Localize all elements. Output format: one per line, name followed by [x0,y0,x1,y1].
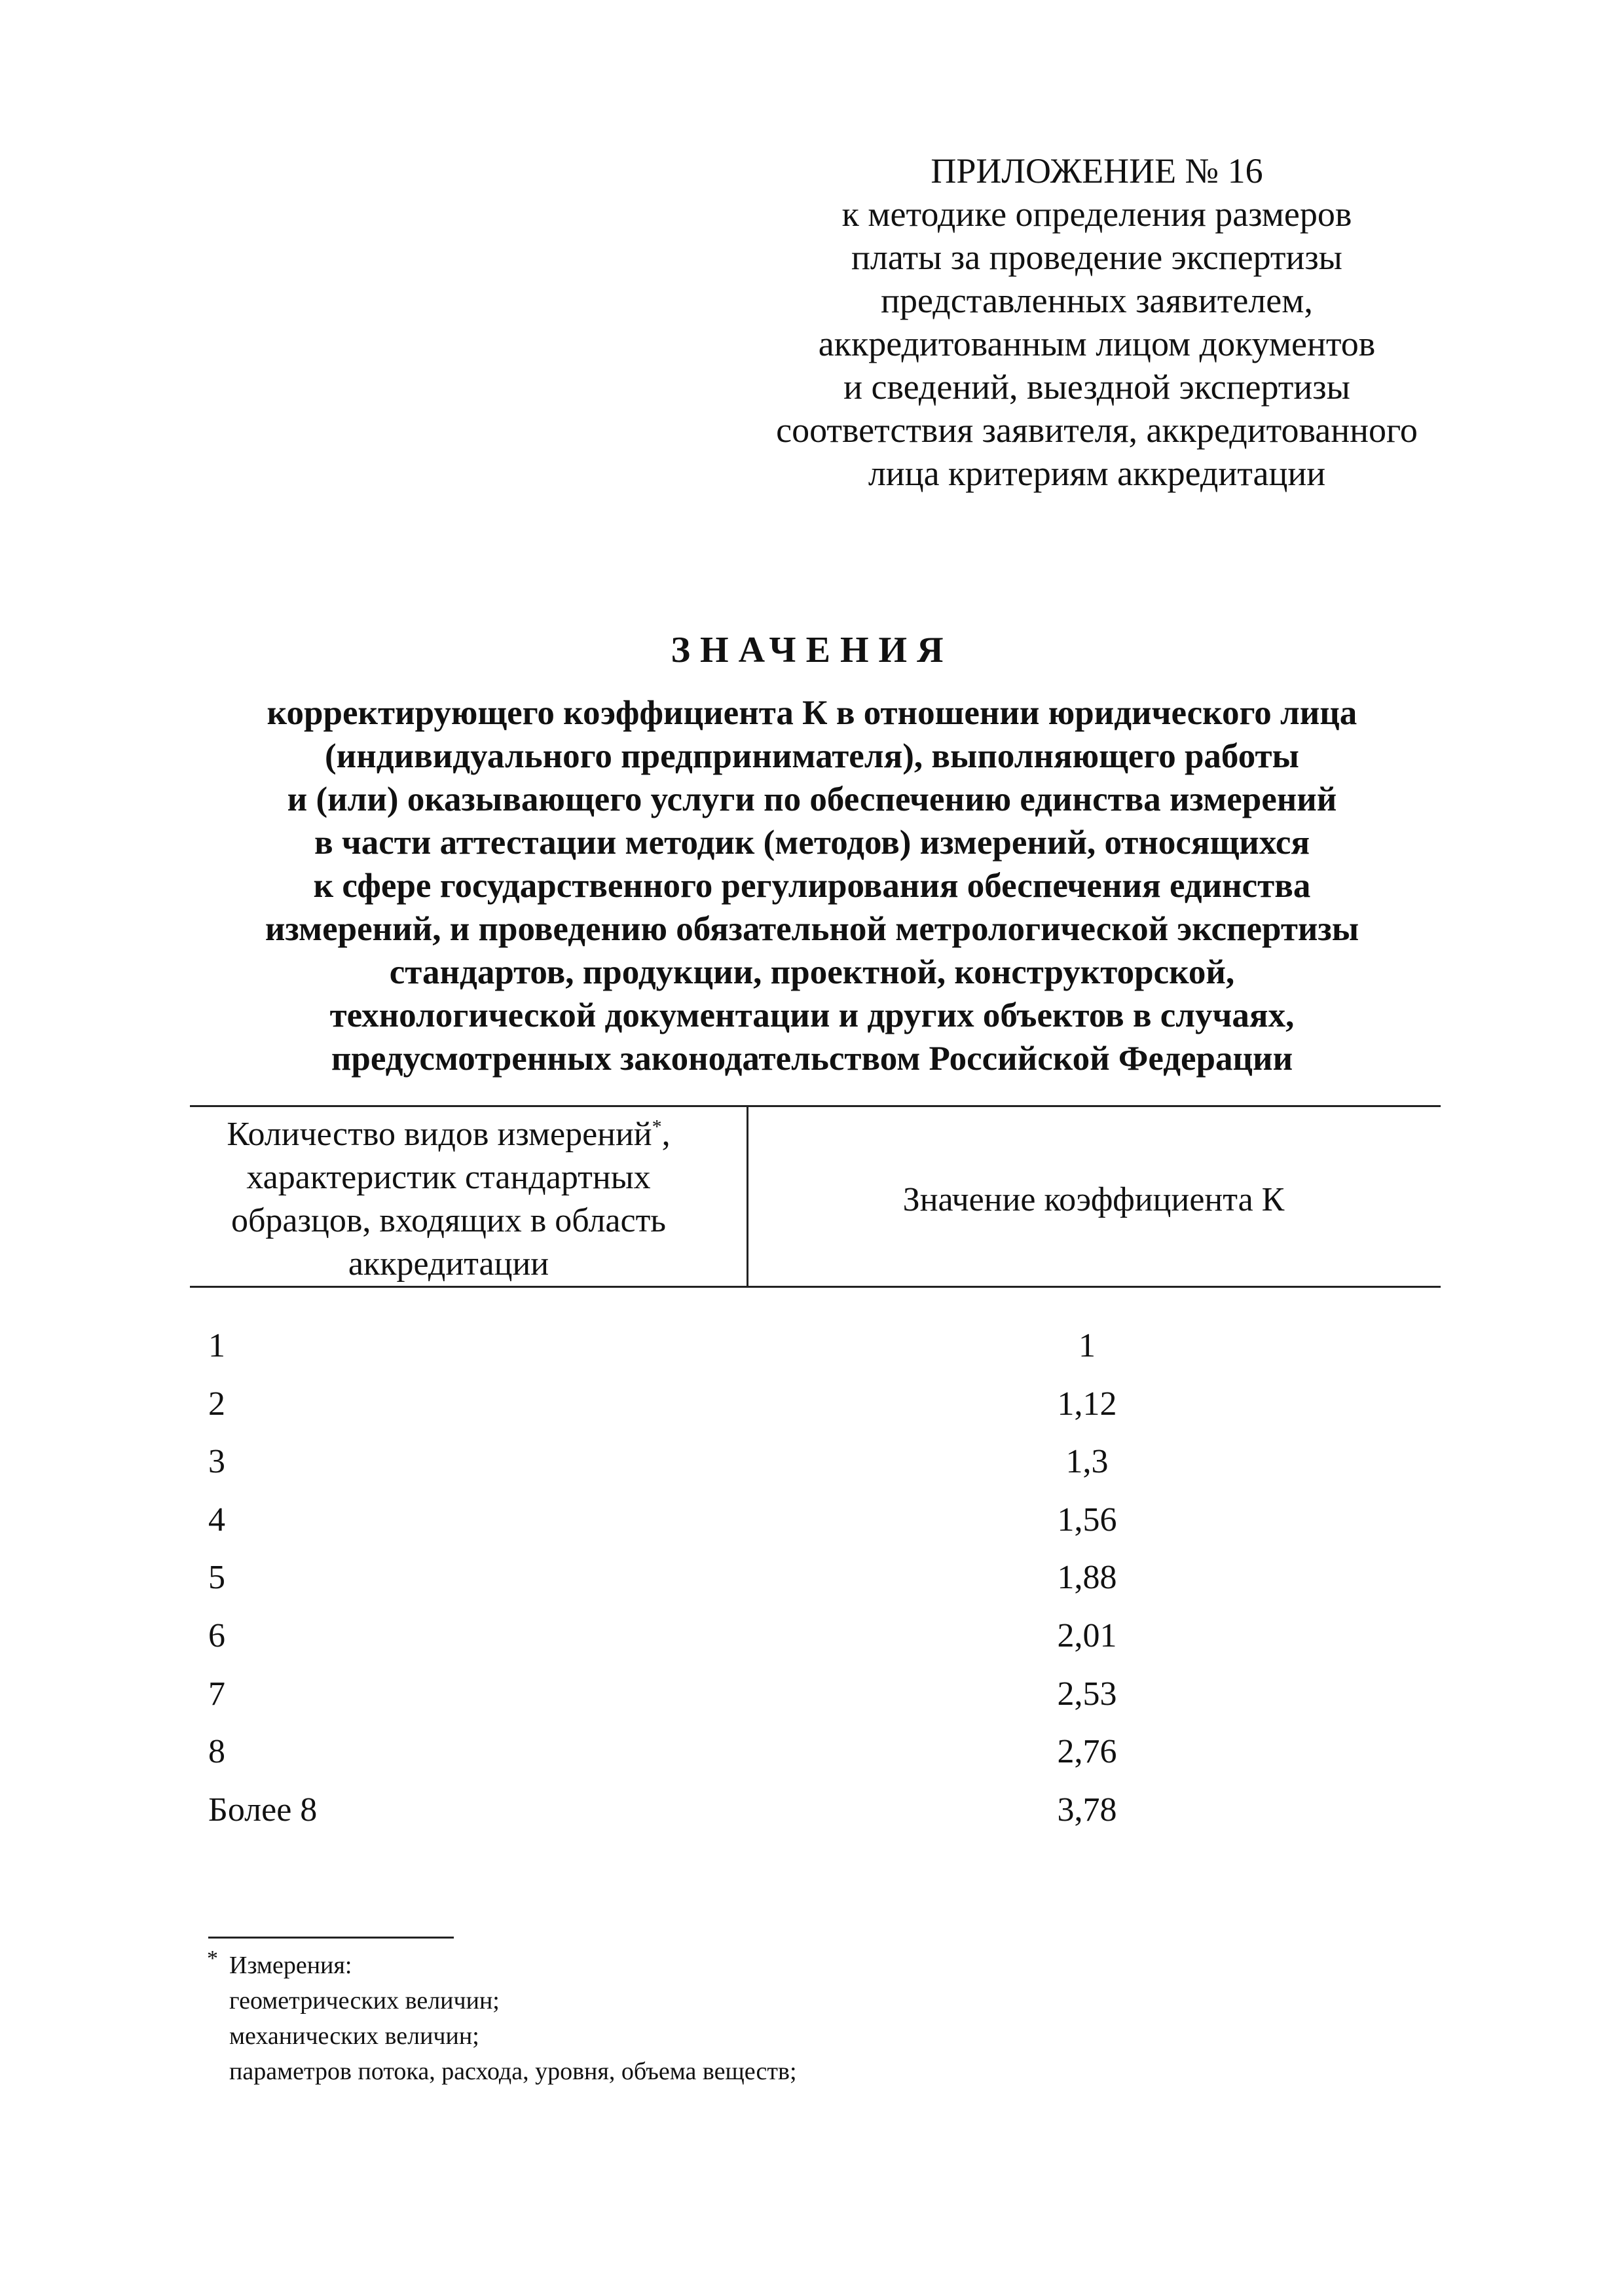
table-top-rule [190,1105,1441,1107]
cell-count: 1 [208,1327,225,1364]
cell-count: 4 [208,1501,225,1539]
header-count-line: характеристик стандартных [246,1159,651,1196]
footnote-line: Измерения: [229,1952,352,1979]
cell-count: 7 [208,1675,225,1713]
appendix-line: к методике определения размеров [841,194,1352,234]
cell-count: 2 [208,1385,225,1423]
table-header-bottom-rule [190,1286,1441,1288]
footnote-line: параметров потока, расхода, уровня, объема веществ; [229,2058,797,2085]
subtitle-line: измерений, и проведению обязательной метрологической экспертизы [265,910,1359,948]
table-header-count [196,1113,701,1286]
subtitle-line: (индивидуального предпринимателя), выполняющего работы [325,737,1299,775]
header-count-line: образцов, входящих в область [231,1202,667,1239]
footnote-line: геометрических величин; [229,1987,500,2014]
appendix-line: ПРИЛОЖЕНИЕ № 16 [931,151,1263,191]
cell-value: 1 [1079,1327,1096,1364]
table-row [0,1549,1624,1607]
cell-value: 1,56 [1057,1501,1117,1539]
subtitle-line: стандартов, продукции, проектной, конструкторской, [389,953,1235,991]
appendix-header [720,149,1473,495]
cell-count: 6 [208,1616,225,1654]
subtitle-line: корректирующего коэффициента К в отношении юридического лица [267,694,1357,732]
cell-value: 2,76 [1057,1733,1117,1771]
footnote-separator [208,1937,454,1939]
subtitle-line: в части аттестации методик (методов) измерений, относящихся [314,824,1310,862]
cell-value: 2,01 [1057,1616,1117,1654]
table-row [0,1433,1624,1491]
table-header-value: Значение коэффициента К [902,1181,1285,1218]
header-count-line: Количество видов измерений*, [227,1116,671,1153]
appendix-line: и сведений, выездной экспертизы [843,367,1350,407]
footnote [207,1946,1454,2089]
subtitle-line: технологической документации и других объектов в случаях, [329,996,1295,1034]
header-count-line: аккредитации [348,1245,549,1283]
cell-value: 1,88 [1057,1559,1117,1597]
cell-count: Более 8 [208,1791,318,1829]
table-header-divider [747,1105,748,1287]
appendix-line: представленных заявителем, [881,281,1313,320]
subtitle-line: к сфере государственного регулирования обеспечения единства [313,867,1311,905]
cell-count: 3 [208,1443,225,1481]
footnote-marker: * [652,1116,662,1138]
table-row [0,1781,1624,1840]
cell-value: 2,53 [1057,1675,1117,1713]
table-row [0,1491,1624,1550]
cell-count: 8 [208,1733,225,1771]
footnote-marker: * [207,1946,218,1971]
cell-value: 1,3 [1065,1443,1109,1481]
table-row [0,1666,1624,1724]
document-title: ЗНАЧЕНИЯ [671,630,953,670]
document-subtitle [118,691,1506,1080]
appendix-line: платы за проведение экспертизы [851,238,1342,277]
appendix-line: соответствия заявителя, аккредитованного [776,410,1418,450]
table-row [0,1607,1624,1666]
table-body [0,1317,1624,1839]
table-row [0,1723,1624,1781]
cell-value: 1,12 [1057,1385,1117,1423]
subtitle-line: и (или) оказывающего услуги по обеспечению единства измерений [287,780,1337,818]
cell-value: 3,78 [1057,1791,1117,1829]
appendix-line: аккредитованным лицом документов [818,324,1376,363]
table-row [0,1317,1624,1376]
cell-count: 5 [208,1559,225,1597]
appendix-line: лица критериям аккредитации [868,454,1326,493]
table-row [0,1376,1624,1434]
subtitle-line: предусмотренных законодательством Российской Федерации [331,1040,1293,1078]
footnote-line: механических величин; [229,2022,479,2050]
